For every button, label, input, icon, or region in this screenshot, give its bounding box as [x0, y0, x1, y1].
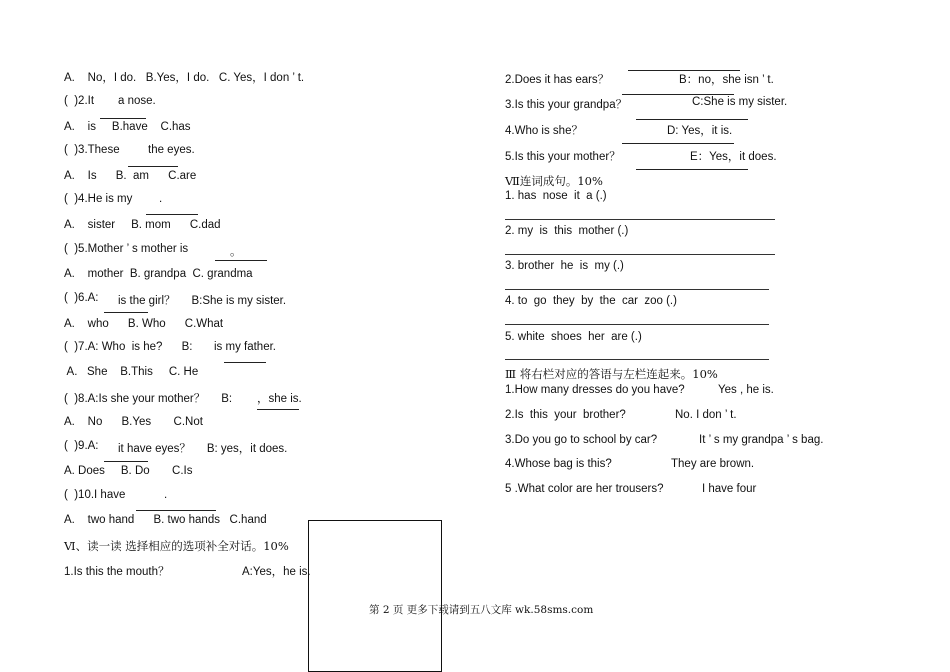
s8-question-4: 4.Whose bag is this? [505, 458, 612, 470]
s7-item-3: 3. brother he is my (.) [505, 260, 624, 272]
q4-blank [146, 214, 198, 215]
s8-answer-2: No. I don ’ t. [675, 409, 737, 421]
s7-answer-line-5 [505, 359, 769, 360]
q8-stem: ( )8.A:Is she your mother？ B: [64, 393, 233, 405]
s7-item-1: 1. has nose it a (.) [505, 190, 607, 202]
s7-answer-line-1 [505, 219, 775, 220]
q5-stem: ( )5.Mother ’ s mother is [64, 243, 189, 255]
q4-stem: ( )4.He is my [64, 193, 133, 205]
s6-question-4: 4.Who is she？ [505, 125, 583, 137]
s8-question-2: 2.Is this your brother? [505, 409, 626, 421]
s7-item-2: 2. my is this mother (.) [505, 225, 629, 237]
s7-item-5: 5. white shoes her are (.) [505, 331, 642, 343]
s6-question-3: 3.Is this your grandpa？ [505, 99, 628, 111]
section-8-title [505, 366, 718, 382]
q8-blank [257, 409, 299, 410]
q4-rest: . [159, 193, 163, 205]
q6-stem: ( )6.A: [64, 292, 99, 304]
q10-options: A. two hand B. two hands C.hand [64, 514, 267, 526]
page-footer: 第 2 页 更多下载请到五八文库 wk.58sms.com [369, 604, 594, 616]
q6-blank [104, 312, 148, 313]
q2-blank [100, 118, 146, 119]
section-6-title [64, 538, 289, 554]
q9-stem: ( )9.A: [64, 440, 99, 452]
q6-rest: is the girl？ B:She is my sister. [118, 295, 287, 307]
q6-options: A. who B. Who C.What [64, 318, 224, 330]
s8-question-5: 5 .What color are her trousers? [505, 483, 664, 495]
q3-rest: the eyes. [148, 144, 195, 156]
s6-question-2: 2.Does it has ears？ [505, 74, 610, 86]
q1-options: A. No，I do. B.Yes，I do. C. Yes，I don ’ t. [64, 72, 305, 84]
s7-item-4: 4. to go they by the car zoo (.) [505, 295, 677, 307]
s6-blank-6 [636, 169, 748, 170]
s8-question-3: 3.Do you go to school by car? [505, 434, 658, 446]
q10-rest: . [164, 489, 168, 501]
q5-blank [215, 260, 267, 261]
section-6-heading: Ⅵ、读一读 选择相应的选项补全对话。 [64, 539, 264, 553]
s6-answer-a: A:Yes，he is. [242, 566, 311, 578]
s8-answer-3: It ’ s my grandpa ’ s bag. [699, 434, 824, 446]
s8-question-1: 1.How many dresses do you have? [505, 384, 685, 396]
section-7-heading: Ⅶ连词成句。 [505, 174, 578, 188]
q8-rest: ，she is. [257, 393, 302, 405]
q9-blank [104, 461, 148, 462]
q7-blank [224, 362, 266, 363]
s7-answer-line-3 [505, 289, 769, 290]
q7-options: A. She B.This C. He [64, 366, 199, 378]
q10-blank [136, 510, 216, 511]
s6-answer-d: D: Yes，it is. [667, 125, 733, 137]
section-6-percent: 10% [263, 539, 289, 553]
q3-stem: ( )3.These [64, 144, 120, 156]
q3-blank [128, 166, 178, 167]
q7-rest: is my father. [214, 341, 276, 353]
s8-answer-1: Yes , he is. [718, 384, 774, 396]
q4-options: A. sister B. mom C.dad [64, 219, 221, 231]
q2-stem: ( )2.It [64, 95, 95, 107]
q8-options: A. No B.Yes C.Not [64, 416, 203, 428]
section-7-title [505, 173, 603, 189]
blank-frame [308, 520, 442, 672]
q9-rest: it have eyes？ B: yes，it does. [118, 443, 288, 455]
q2-rest: a nose. [118, 95, 156, 107]
s7-answer-line-4 [505, 324, 769, 325]
section-8-percent: 10% [692, 367, 718, 381]
s6-answer-e: E：Yes，it does. [690, 151, 777, 163]
section-8-heading: Ⅲ 将右栏对应的答语与左栏连起来。 [505, 367, 693, 381]
q10-stem: ( )10.I have [64, 489, 126, 501]
s6-question-1: 1.Is this the mouth？ [64, 566, 170, 578]
s8-answer-5: I have four [702, 483, 757, 495]
s7-answer-line-2 [505, 254, 775, 255]
q5-options: A. mother B. grandpa C. grandma [64, 268, 253, 280]
s8-answer-4: They are brown. [671, 458, 755, 470]
s6-blank-5 [622, 143, 734, 144]
q7-stem: ( )7.A: Who is he? B: [64, 341, 193, 353]
q9-options: A. Does B. Do C.Is [64, 465, 193, 477]
s6-answer-b: B：no，she isn ’ t. [679, 74, 774, 86]
q2-options: A. is B.have C.has [64, 121, 191, 133]
s6-question-5: 5.Is this your mother？ [505, 151, 621, 163]
s6-blank-4 [636, 119, 748, 120]
q5-rest: 。 [230, 246, 242, 258]
s6-blank-3 [622, 94, 734, 95]
s6-answer-c: C:She is my sister. [692, 96, 788, 108]
q3-options: A. Is B. am C.are [64, 170, 197, 182]
section-7-percent: 10% [577, 174, 603, 188]
